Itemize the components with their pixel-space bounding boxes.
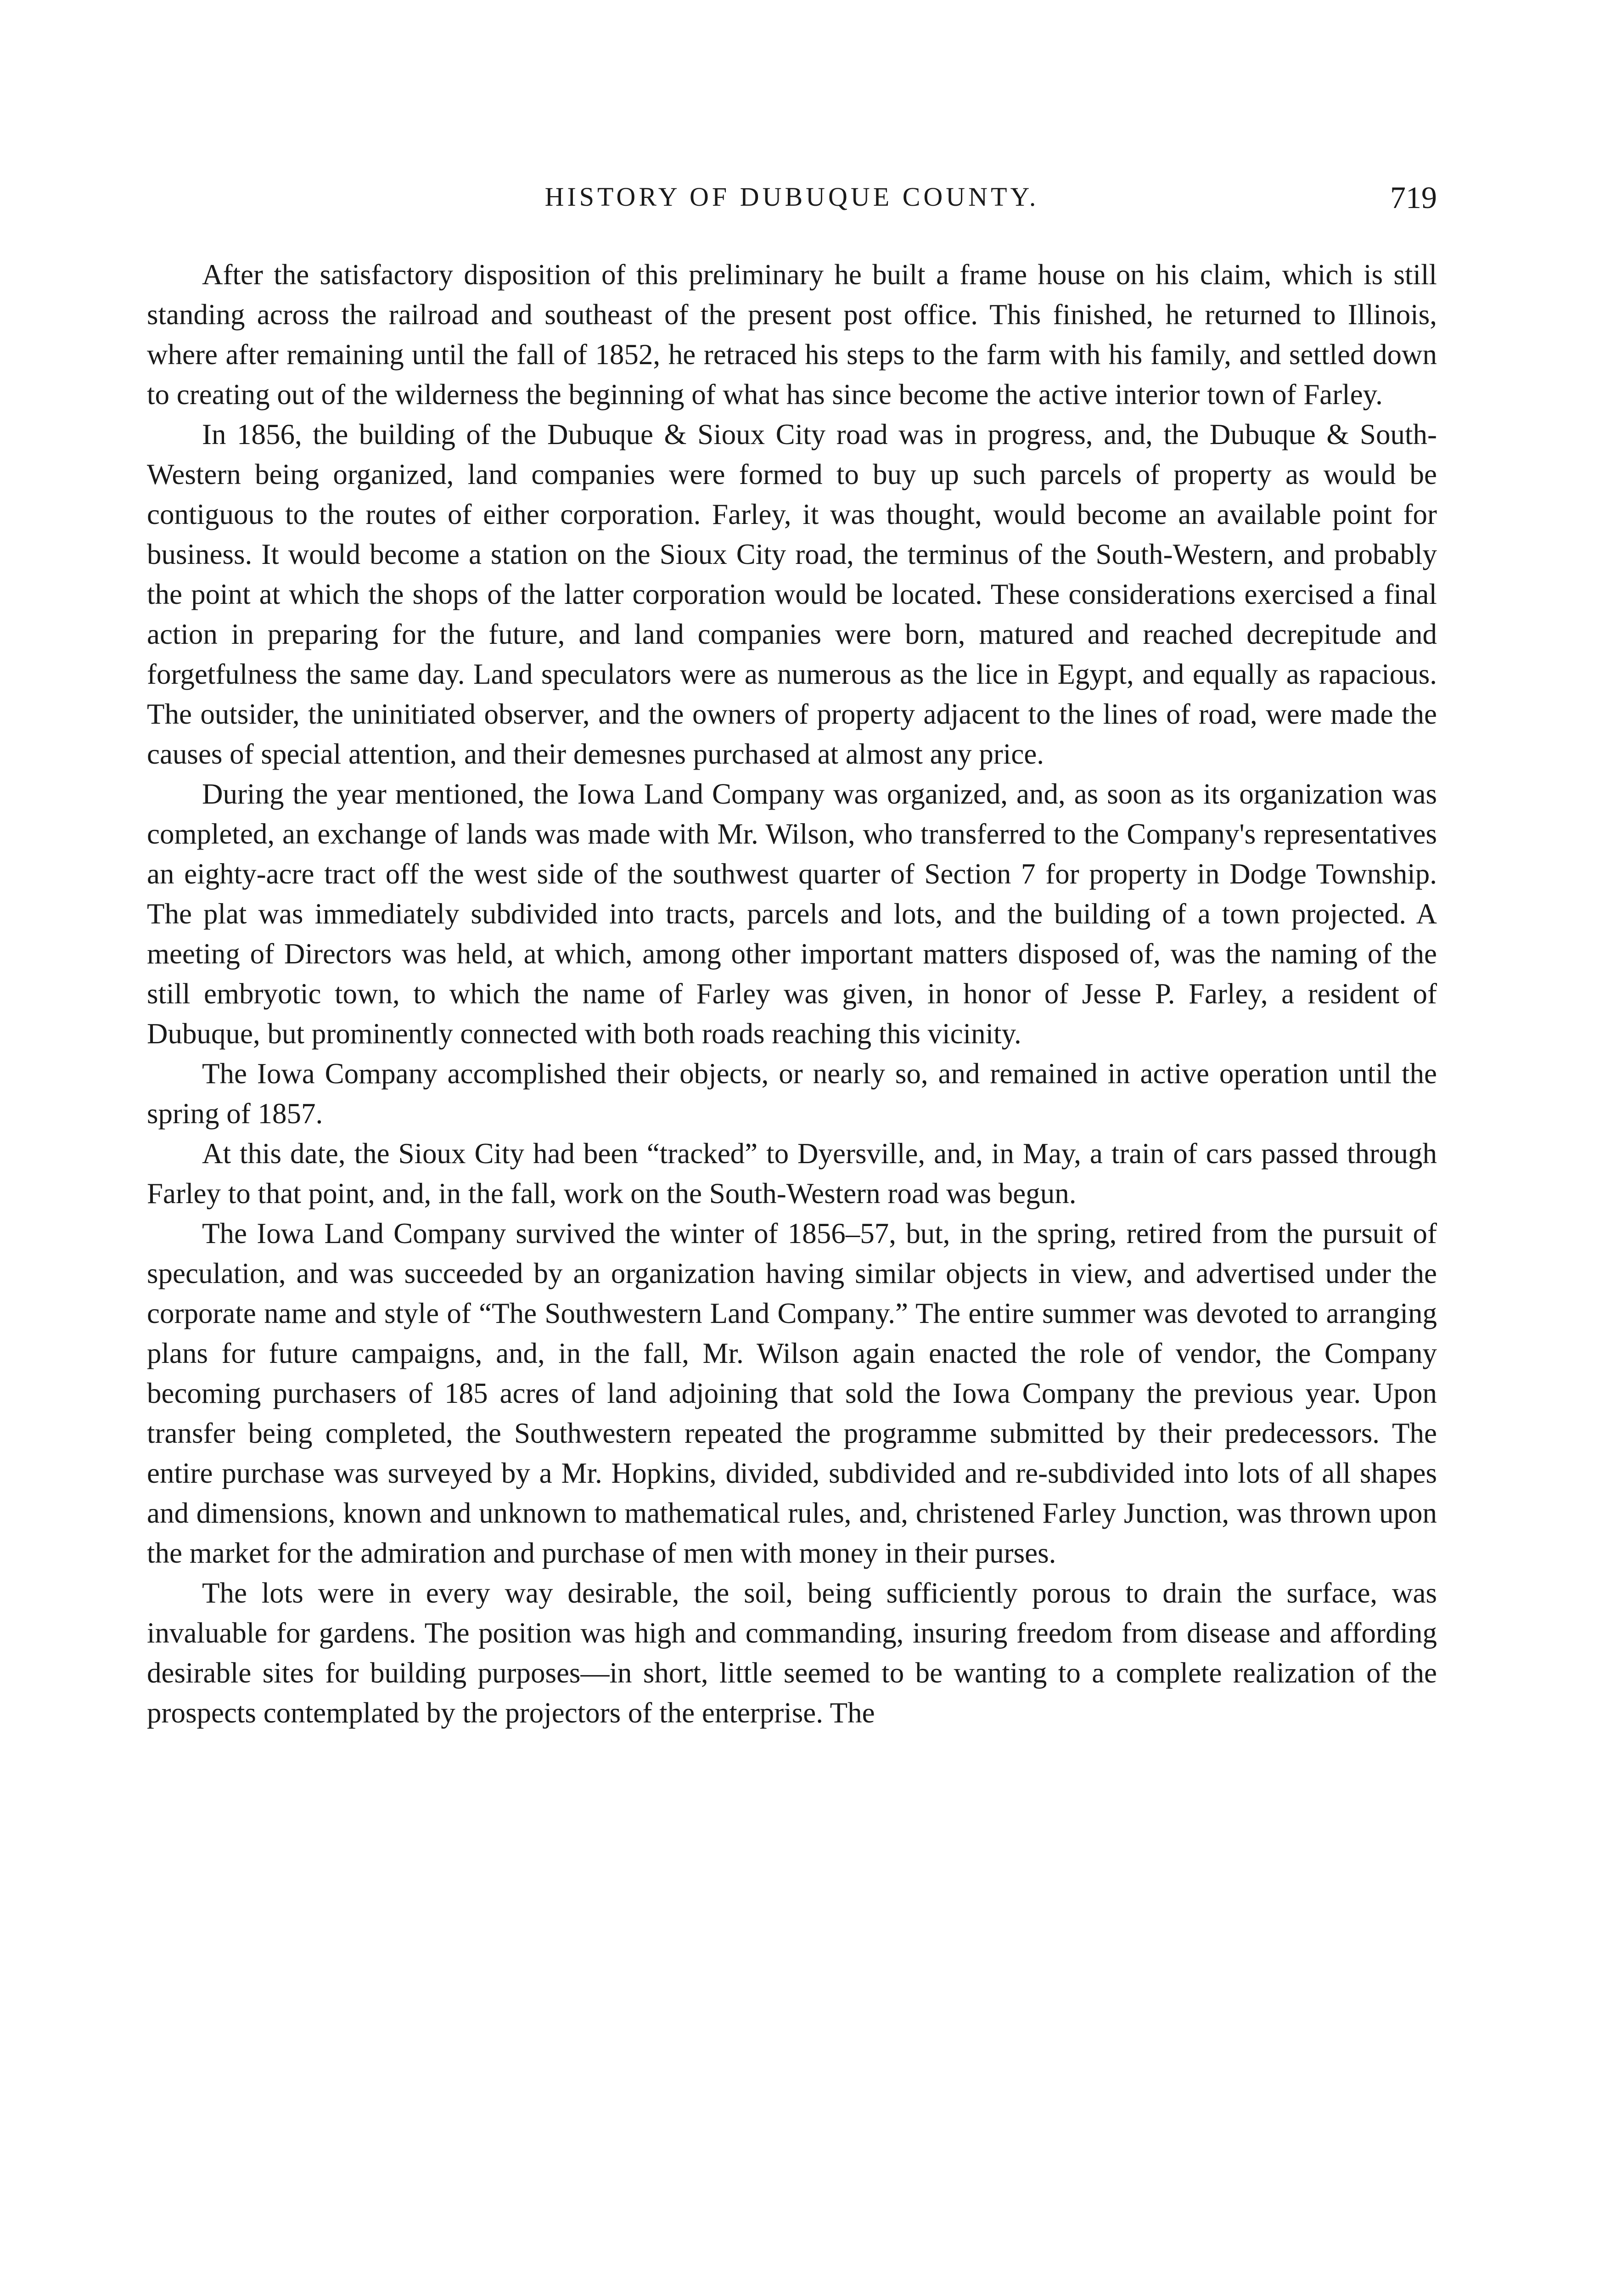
paragraph: The lots were in every way desirable, the soil, being sufficiently porous to drain the surface, was invaluable for gardens. The position was high and commanding, insuring freedom from disease and affording desirable sites for building purposes—in short, little seemed to be wanting to a complete realization of the prospects contemplated by the projectors of the enterprise. The xyxy=(147,1577,1437,1729)
page-title: HISTORY OF DUBUQUE COUNTY. xyxy=(544,182,1039,212)
paragraph: The Iowa Company accomplished their objects, or nearly so, and remained in active operation until the spring of 1857. xyxy=(147,1058,1437,1130)
page-number: 719 xyxy=(1390,180,1437,215)
running-header xyxy=(147,181,1437,223)
paragraph: In 1856, the building of the Dubuque & Sioux City road was in progress, and, the Dubuque & South-Western being organized, land companies were formed to buy up such parcels of property as would be contiguous to the routes of either corporation. Farley, it was thought, would become an available point for business. It would become a station on the Sioux City road, the terminus of the South-Western, and probably the point at which the shops of the latter corporation would be located. These considerations exercised a final action in preparing for the future, and land companies were born, matured and reached decrepitude and forgetfulness the same day. Land speculators were as numerous as the lice in Egypt, and equally as rapacious. The outsider, the uninitiated observer, and the owners of property adjacent to the lines of road, were made the causes of special attention, and their demesnes purchased at almost any price. xyxy=(147,418,1437,770)
paragraph: After the satisfactory disposition of this preliminary he built a frame house on his claim, which is still standing across the railroad and southeast of the present post office. This finished, he returned to Illinois, where after remaining until the fall of 1852, he retraced his steps to the farm with his family, and settled down to creating out of the wilderness the beginning of what has since become the active interior town of Farley. xyxy=(147,259,1437,411)
body-text xyxy=(147,255,1437,1733)
paragraph: During the year mentioned, the Iowa Land Company was organized, and, as soon as its organization was completed, an exchange of lands was made with Mr. Wilson, who transferred to the Company's representatives an eighty-acre tract off the west side of the southwest quarter of Section 7 for property in Dodge Township. The plat was immediately subdivided into tracts, parcels and lots, and the building of a town projected. A meeting of Directors was held, at which, among other important matters disposed of, was the naming of the still embryotic town, to which the name of Farley was given, in honor of Jesse P. Farley, a resident of Dubuque, but prominently connected with both roads reaching this vicinity. xyxy=(147,778,1437,1050)
paragraph: The Iowa Land Company survived the winter of 1856–57, but, in the spring, retired from the pursuit of speculation, and was succeeded by an organization having similar objects in view, and advertised under the corporate name and style of “The Southwestern Land Company.” The entire summer was devoted to arranging plans for future campaigns, and, in the fall, Mr. Wilson again enacted the role of vendor, the Company becoming purchasers of 185 acres of land adjoining that sold the Iowa Company the previous year. Upon transfer being completed, the Southwestern repeated the programme submitted by their predecessors. The entire purchase was surveyed by a Mr. Hopkins, divided, subdivided and re-subdivided into lots of all shapes and dimensions, known and unknown to mathematical rules, and, christened Farley Junction, was thrown upon the market for the admiration and purchase of men with money in their purses. xyxy=(147,1217,1437,1569)
paragraph: At this date, the Sioux City had been “tracked” to Dyersville, and, in May, a train of cars passed through Farley to that point, and, in the fall, work on the South-Western road was begun. xyxy=(147,1137,1437,1210)
